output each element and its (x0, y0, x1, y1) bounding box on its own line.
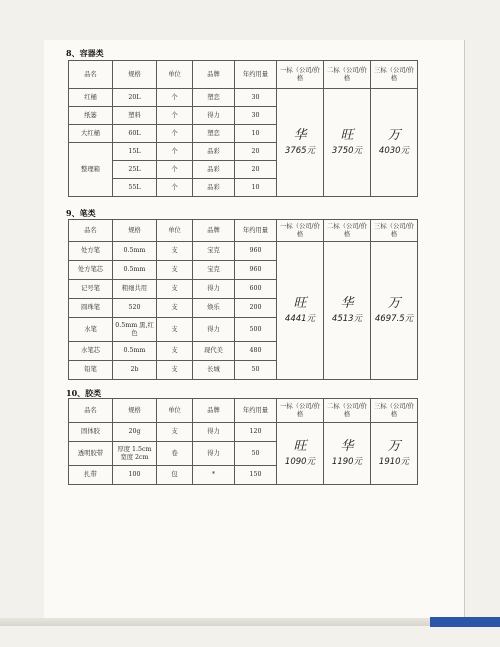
cell-brand: 得力 (193, 280, 235, 299)
bid-2-cell (324, 242, 371, 380)
header-annual-qty: 年约用量 (235, 220, 277, 242)
header-bid-2: 二标（公司/价格 (324, 220, 371, 242)
cell-name: 水笔 (69, 318, 113, 342)
header-annual-qty: 年约用量 (235, 61, 277, 89)
table-containers (68, 60, 418, 197)
cell-qty: 150 (235, 466, 277, 485)
cell-unit: 支 (157, 361, 193, 380)
table-adhesives (68, 398, 418, 485)
cell-spec: 20g (113, 423, 157, 442)
cell-unit: 支 (157, 299, 193, 318)
header-bid-3: 三标（公司/价格 (371, 399, 418, 423)
cell-brand: 宝克 (193, 242, 235, 261)
bid-1-cell (277, 423, 324, 485)
table-row (69, 242, 418, 261)
bid-3-mark: 万 (387, 295, 401, 311)
cell-unit: 个 (157, 89, 193, 107)
cell-unit: 个 (157, 161, 193, 179)
cell-qty: 500 (235, 318, 277, 342)
cell-spec: 塑料 (113, 107, 157, 125)
header-bid-1: 一标（公司/价格 (277, 61, 324, 89)
cell-brand: 塑恋 (193, 89, 235, 107)
table-header-row (69, 220, 418, 242)
header-bid-2: 二标（公司/价格 (324, 399, 371, 423)
bid-1-mark: 旺 (293, 295, 307, 311)
cell-unit: 个 (157, 143, 193, 161)
bid-3-mark: 万 (387, 438, 401, 454)
bid-1-cell (277, 89, 324, 197)
cell-brand: 得力 (193, 318, 235, 342)
cell-name: 处方笔 (69, 242, 113, 261)
header-bid-3: 三标（公司/价格 (371, 61, 418, 89)
cell-spec: 2b (113, 361, 157, 380)
cell-qty: 30 (235, 89, 277, 107)
cell-name: 记号笔 (69, 280, 113, 299)
cell-qty: 600 (235, 280, 277, 299)
cell-qty: 10 (235, 179, 277, 197)
bid-1-price: 4441元 (284, 313, 316, 324)
table-pens (68, 219, 418, 380)
cell-brand: 长城 (193, 361, 235, 380)
cell-spec: 0.5mm (113, 261, 157, 280)
bid-2-mark: 华 (340, 438, 354, 454)
cell-name: 水笔芯 (69, 342, 113, 361)
cell-unit: 支 (157, 423, 193, 442)
cell-spec: 厚度 1.5cm 宽度 2cm (113, 442, 157, 466)
cell-unit: 卷 (157, 442, 193, 466)
header-bid-1: 一标（公司/价格 (277, 220, 324, 242)
header-name: 品名 (69, 220, 113, 242)
cell-qty: 10 (235, 125, 277, 143)
header-annual-qty: 年约用量 (235, 399, 277, 423)
cell-spec: 55L (113, 179, 157, 197)
cell-brand: 焕乐 (193, 299, 235, 318)
table-header-row (69, 61, 418, 89)
header-spec: 规格 (113, 220, 157, 242)
header-unit: 单位 (157, 399, 193, 423)
cell-name: 处方笔芯 (69, 261, 113, 280)
bid-1-cell (277, 242, 324, 380)
header-name: 品名 (69, 399, 113, 423)
cell-spec: 0.5mm 黑,红色 (113, 318, 157, 342)
cell-spec: 25L (113, 161, 157, 179)
cell-qty: 20 (235, 161, 277, 179)
cell-brand: 塑恋 (193, 125, 235, 143)
scan-bottom-marker (430, 617, 500, 627)
bid-2-cell (324, 89, 371, 197)
section-title-adhesives: 10、胶类 (66, 388, 102, 398)
cell-unit: 个 (157, 179, 193, 197)
cell-unit: 个 (157, 107, 193, 125)
cell-qty: 50 (235, 361, 277, 380)
cell-name: 纸篓 (69, 107, 113, 125)
cell-name: 圆珠笔 (69, 299, 113, 318)
cell-unit: 包 (157, 466, 193, 485)
cell-name: 固体胶 (69, 423, 113, 442)
cell-qty: 960 (235, 242, 277, 261)
cell-spec: 15L (113, 143, 157, 161)
cell-name: 透明胶带 (69, 442, 113, 466)
cell-unit: 支 (157, 318, 193, 342)
bid-3-price: 1910元 (378, 456, 410, 467)
bid-3-price: 4030元 (378, 145, 410, 156)
bid-3-price: 4697.5元 (374, 313, 414, 324)
cell-spec: 100 (113, 466, 157, 485)
header-brand: 品牌 (193, 220, 235, 242)
header-spec: 规格 (113, 61, 157, 89)
bid-2-mark: 华 (340, 295, 354, 311)
bid-3-cell (371, 242, 418, 380)
cell-brand: 得力 (193, 423, 235, 442)
cell-brand: 得力 (193, 442, 235, 466)
cell-spec: 0.5mm (113, 242, 157, 261)
cell-brand: 品彩 (193, 179, 235, 197)
cell-unit: 个 (157, 125, 193, 143)
cell-spec: 20L (113, 89, 157, 107)
table-row (69, 89, 418, 107)
cell-qty: 120 (235, 423, 277, 442)
bid-2-price: 4513元 (331, 313, 363, 324)
cell-brand: 宝克 (193, 261, 235, 280)
bid-1-price: 3765元 (284, 145, 316, 156)
cell-unit: 支 (157, 261, 193, 280)
bid-3-cell (371, 89, 418, 197)
cell-name: 整理箱 (69, 143, 113, 197)
header-bid-1: 一标（公司/价格 (277, 399, 324, 423)
cell-qty: 30 (235, 107, 277, 125)
cell-qty: 200 (235, 299, 277, 318)
cell-brand: 品彩 (193, 161, 235, 179)
bid-1-mark: 华 (293, 127, 307, 143)
cell-spec: 粗细共用 (113, 280, 157, 299)
cell-brand: 品彩 (193, 143, 235, 161)
cell-brand: 现代美 (193, 342, 235, 361)
header-unit: 单位 (157, 220, 193, 242)
bid-2-price: 1190元 (331, 456, 363, 467)
bid-1-mark: 旺 (293, 438, 307, 454)
header-brand: 品牌 (193, 399, 235, 423)
cell-unit: 支 (157, 280, 193, 299)
cell-name: 红桶 (69, 89, 113, 107)
section-title-containers: 8、容器类 (66, 48, 104, 58)
bid-3-cell (371, 423, 418, 485)
section-title-pens: 9、笔类 (66, 208, 96, 218)
header-spec: 规格 (113, 399, 157, 423)
bid-2-mark: 旺 (340, 127, 354, 143)
header-bid-3: 三标（公司/价格 (371, 220, 418, 242)
cell-name: 铅笔 (69, 361, 113, 380)
bid-1-price: 1090元 (284, 456, 316, 467)
cell-unit: 支 (157, 242, 193, 261)
cell-name: 扎带 (69, 466, 113, 485)
cell-spec: 520 (113, 299, 157, 318)
cell-spec: 60L (113, 125, 157, 143)
cell-qty: 20 (235, 143, 277, 161)
bid-2-price: 3750元 (331, 145, 363, 156)
table-row (69, 423, 418, 442)
cell-qty: 50 (235, 442, 277, 466)
cell-qty: 480 (235, 342, 277, 361)
cell-spec: 0.5mm (113, 342, 157, 361)
table-header-row (69, 399, 418, 423)
header-unit: 单位 (157, 61, 193, 89)
cell-qty: 960 (235, 261, 277, 280)
cell-brand: * (193, 466, 235, 485)
header-brand: 品牌 (193, 61, 235, 89)
cell-name: 大红桶 (69, 125, 113, 143)
cell-brand: 得力 (193, 107, 235, 125)
cell-unit: 支 (157, 342, 193, 361)
header-name: 品名 (69, 61, 113, 89)
header-bid-2: 二标（公司/价格 (324, 61, 371, 89)
bid-3-mark: 万 (387, 127, 401, 143)
bid-2-cell (324, 423, 371, 485)
scan-bottom-edge (0, 618, 500, 626)
